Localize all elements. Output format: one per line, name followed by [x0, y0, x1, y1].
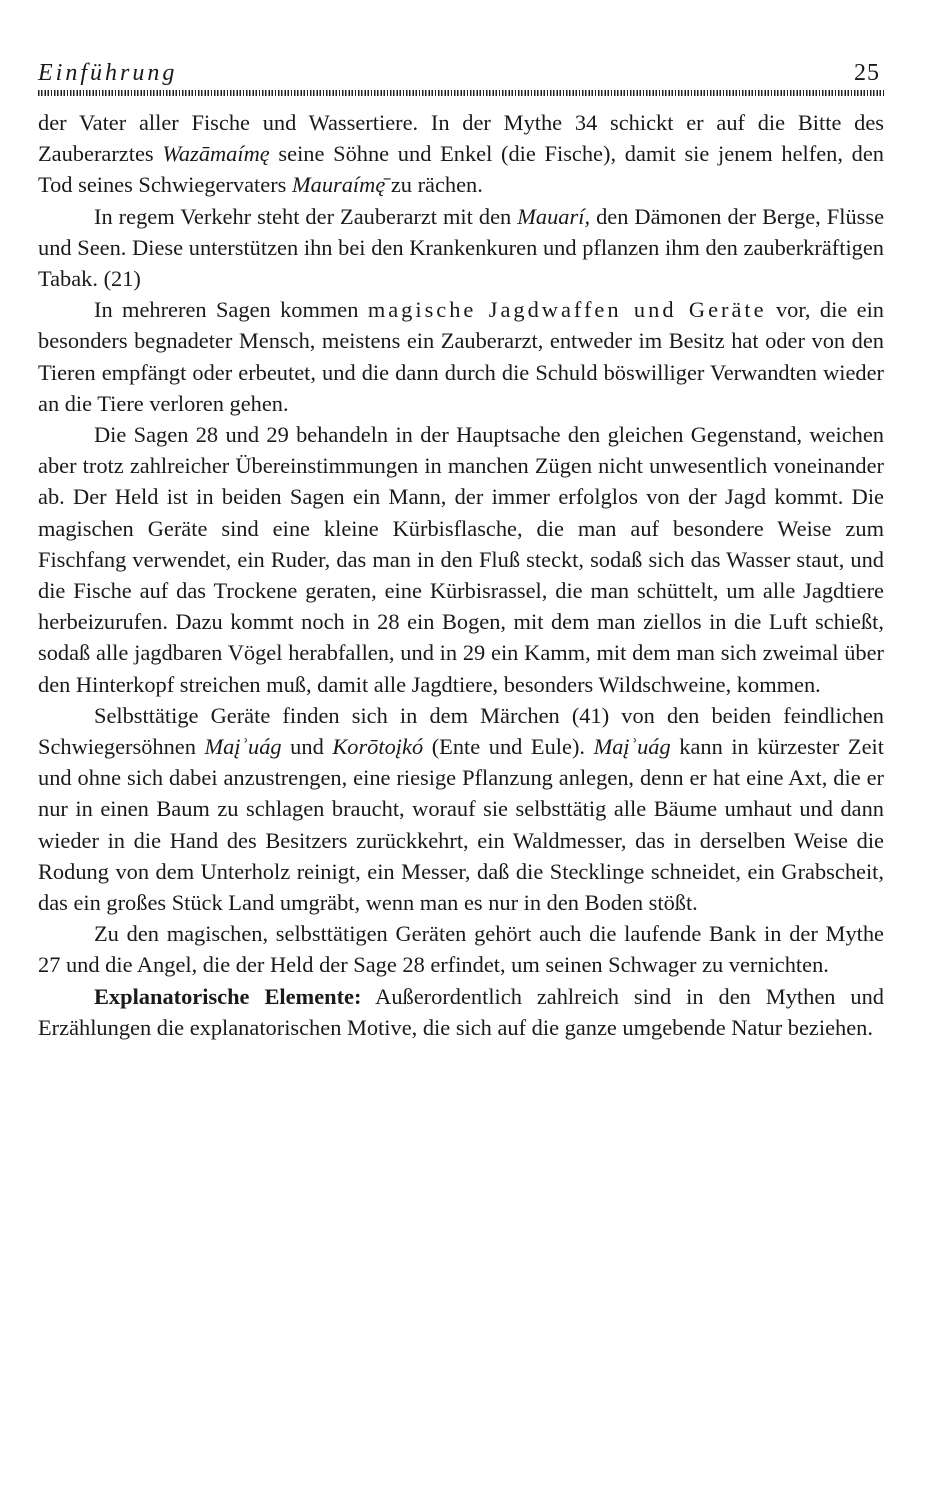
italic-name: Mauarí, — [517, 203, 591, 229]
text-segment: kann in kürzester Zeit und ohne sich dabei anzustrengen, eine riesige Pflanzung anlegen, denn er hat eine Axt, die er nur in einen Baum zu schlagen braucht, worauf sie selbsttätig alle Bäume umhaut und dann wieder in die Hand des Besitzers zurückkehrt, ein Waldmesser, das in derselben Weise die Rodung von dem Unterholz reinigt, ein Messer, daß die Stecklinge schneidet, ein Grabscheit, das ein großes Stück Land umgräbt, wenn man es nur in den Boden stößt. — [38, 734, 884, 916]
body-text — [38, 107, 884, 1043]
italic-name: Mauraímę̄ — [291, 172, 386, 198]
bold-heading: Explanatorische Elemente: — [94, 983, 362, 1009]
paragraph — [38, 107, 884, 201]
text-segment: Zu den magischen, selbsttätigen Geräten gehört auch die laufende Bank in der Mythe 27 und die Angel, die der Held der Sage 28 erfindet, um seinen Schwager zu vernichten. — [38, 921, 884, 978]
paragraph — [38, 294, 884, 419]
italic-name: Maįʾuág — [204, 734, 282, 760]
paragraph — [38, 981, 884, 1043]
paragraph — [38, 419, 884, 700]
text-segment: und — [281, 734, 333, 760]
paragraph — [38, 201, 884, 295]
text-segment: zu rächen. — [385, 172, 483, 198]
italic-name: Wazāmaímę — [162, 141, 270, 167]
text-segment: der Vater aller Fische und Wassertiere. In der Mythe 34 schickt er auf die Bitte des Zauberarztes — [38, 110, 884, 167]
paragraph — [38, 700, 884, 918]
paragraph — [38, 918, 884, 980]
running-head-title: Einführung — [38, 60, 178, 86]
running-head — [38, 60, 884, 94]
header-rule — [38, 90, 884, 96]
spaced-emphasis: magische Jagdwaffen und Geräte — [367, 297, 767, 323]
text-segment: In mehreren Sagen kommen — [94, 297, 368, 323]
text-segment: In regem Verkehr steht der Zauberarzt mit den — [94, 203, 518, 229]
text-segment: (Ente und Eule). — [423, 734, 594, 760]
text-segment: Außerordentlich zahlreich sind in den Mythen und Erzählungen die explanatorischen Motive, die sich auf die ganze umgebende Natur beziehen. — [38, 983, 884, 1040]
italic-name: Maįʾuág — [593, 734, 671, 760]
text-segment: den Dämonen der Berge, Flüsse und Seen. Diese unterstützen ihn bei den Krankenkuren und pflanzen ihm den zauberkräftigen Tabak. (21) — [38, 203, 885, 292]
text-segment: vor, die ein besonders begnadeter Mensch, meistens ein Zauberarzt, entweder im Besitz hat oder von den Tieren empfängt oder erbeutet, und die dann durch die Schuld böswilliger Verwandten wieder an die Tiere verloren gehen. — [38, 297, 884, 416]
page-number: 25 — [854, 60, 880, 86]
text-segment: Selbsttätige Geräte finden sich in dem Märchen (41) von den beiden feindlichen Schwiegersöhnen — [38, 702, 884, 760]
text-segment: seine Söhne und Enkel (die Fische), damit sie jenem helfen, den Tod seines Schwiegervaters — [38, 141, 884, 198]
book-page — [38, 60, 884, 1043]
italic-name: Korōtoįkó — [332, 734, 424, 760]
text-segment: Die Sagen 28 und 29 behandeln in der Hauptsache den gleichen Gegenstand, weichen aber trotz zahlreicher Übereinstimmungen in manchen Zügen nicht unwesentlich voneinander ab. Der Held ist in beiden Sagen ein Mann, der immer erfolglos von der Jagd kommt. Die magischen Geräte sind eine kleine Kürbisflasche, die man auf besondere Weise zum Fischfang verwendet, ein Ruder, das man in den Fluß steckt, sodaß sich das Wasser staut, und die Fische auf das Trockene geraten, eine Kürbisrassel, die man schüttelt, um alle Jagdtiere herbeizurufen. Dazu kommt noch in 28 ein Bogen, mit dem man ziellos in die Luft schießt, sodaß alle jagdbaren Vögel herabfallen, und in 29 ein Kamm, mit dem man sich zweimal über den Hinterkopf streichen muß, damit alle Jagdtiere, besonders Wildschweine, kommen. — [38, 422, 884, 697]
